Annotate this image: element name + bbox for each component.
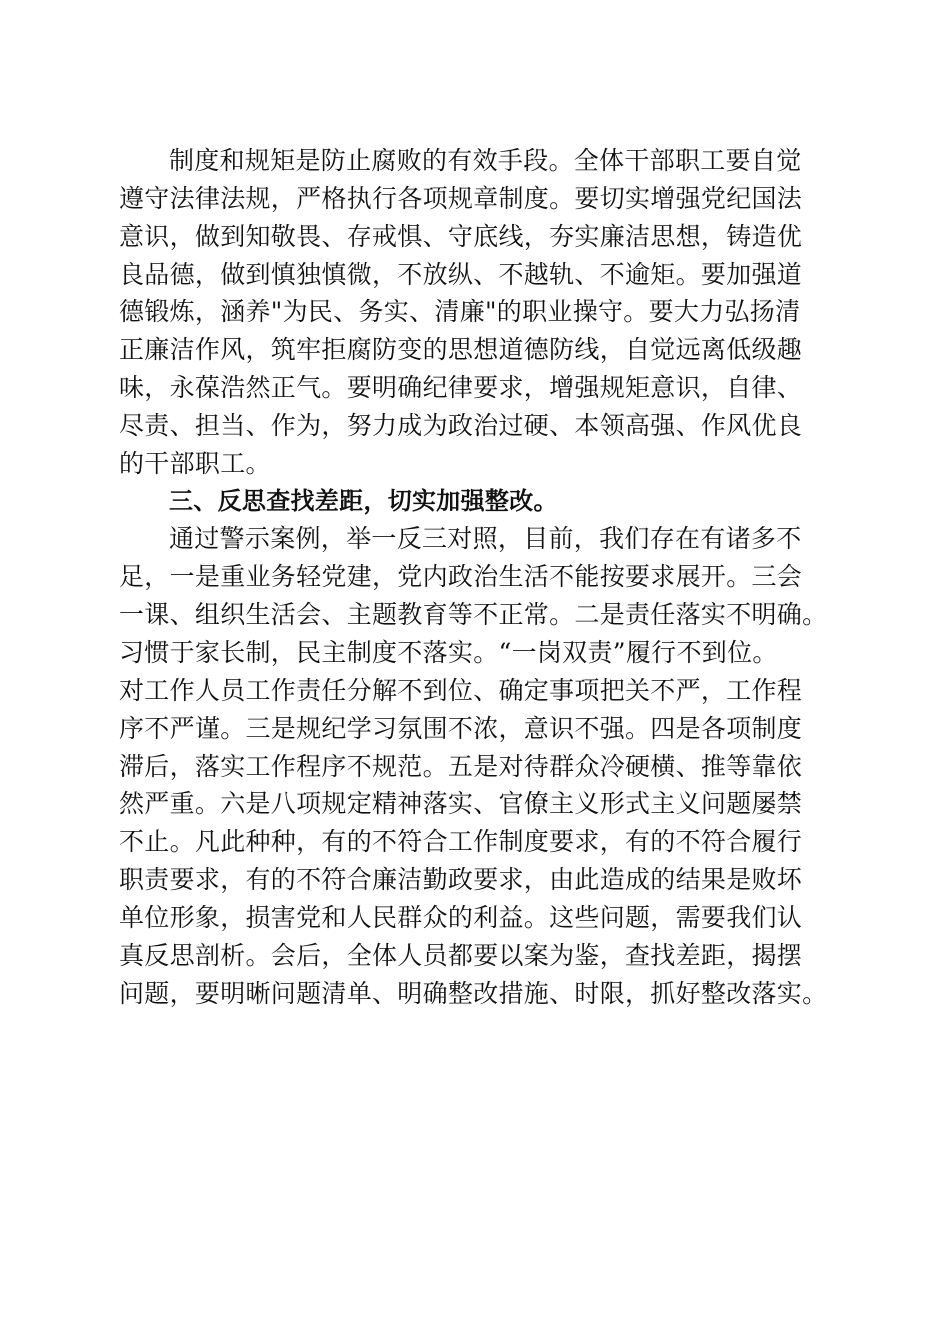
text-line: 习惯于家长制，民主制度不落实。“一岗双责”履行不到位。 <box>119 637 778 667</box>
text-line: 一课、组织生活会、主题教育等不正常。二是责任落实不明确。 <box>119 600 828 630</box>
text-line: 制度和规矩是防止腐败的有效手段。全体干部职工要自觉 <box>169 146 802 175</box>
text-line: 职责要求，有的不符合廉洁勤政要求，由此造成的结果是败坏 <box>119 865 803 895</box>
text-line: 对工作人员工作责任分解不到位、确定事项把关不严，工作程 <box>119 675 803 705</box>
text-line: 单位形象，损害党和人民群众的利益。这些问题，需要我们认 <box>119 902 803 932</box>
paragraph-discipline <box>119 142 831 483</box>
text-line: 问题，要明晰问题清单、明确整改措施、时限，抓好整改落实。 <box>119 978 828 1008</box>
text-line: 然严重。六是八项规定精神落实、官僚主义形式主义问题屡禁 <box>119 789 803 819</box>
text-line: 通过警示案例，举一反三对照，目前，我们存在有诸多不 <box>169 524 802 554</box>
text-line: 足，一是重业务轻党建，党内政治生活不能按要求展开。三会 <box>119 562 803 592</box>
text-line: 真反思剖析。会后，全体人员都要以案为鉴，查找差距，揭摆 <box>119 940 803 970</box>
text-line: 序不严谨。三是规纪学习氛围不浓，意识不强。四是各项制度 <box>119 713 803 743</box>
text-line: 尽责、担当、作为，努力成为政治过硬、本领高强、作风优良 <box>119 410 803 440</box>
text-line: 不止。凡此种种，有的不符合工作制度要求，有的不符合履行 <box>119 827 803 857</box>
text-line: 味，永葆浩然正气。要明确纪律要求，增强规矩意识，自律、 <box>119 373 803 403</box>
text-line: 意识，做到知敬畏、存戒惧、守底线，夯实廉洁思想，铸造优 <box>119 221 803 251</box>
paragraph-reflection <box>119 520 831 1012</box>
document-body <box>119 142 831 1012</box>
section-heading: 三、反思查找差距，切实加强整改。 <box>169 486 558 515</box>
text-line: 良品德，做到慎独慎微，不放纵、不越轨、不逾矩。要加强道 <box>119 259 803 289</box>
text-line: 遵守法律法规，严格执行各项规章制度。要切实增强党纪国法 <box>119 183 803 213</box>
text-line: 正廉洁作风，筑牢拒腐防变的思想道德防线，自觉远离低级趣 <box>119 335 803 365</box>
text-line: 滞后，落实工作程序不规范。五是对待群众冷硬横、推等靠依 <box>119 751 803 781</box>
text-line: 的干部职工。 <box>119 448 271 478</box>
text-line: 德锻炼，涵养"为民、务实、清廉"的职业操守。要大力弘扬清 <box>119 297 801 327</box>
